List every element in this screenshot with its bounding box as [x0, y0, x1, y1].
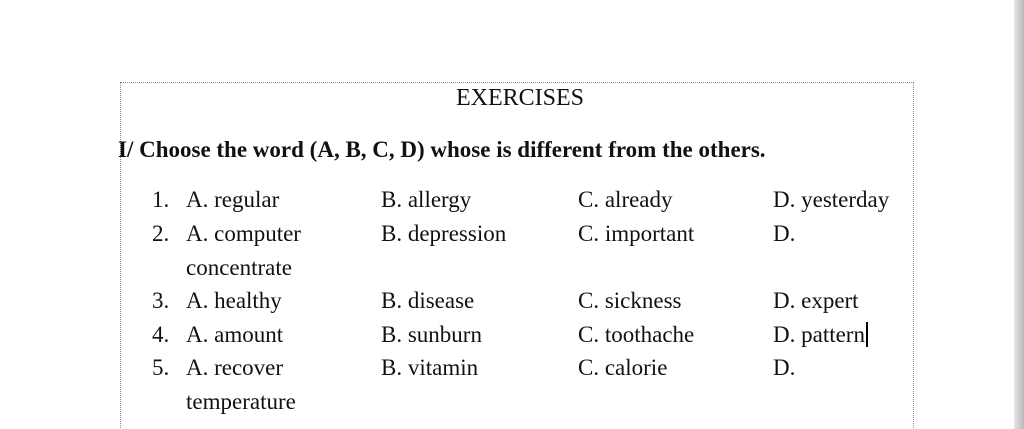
question-number: 2. [152, 221, 170, 246]
option-b: B. disease [381, 288, 475, 313]
option-d-with-caret[interactable] [773, 321, 868, 349]
option-a-continued: temperature [186, 389, 296, 414]
question-number: 1. [152, 187, 170, 212]
exercise-instruction: I/ Choose the word (A, B, C, D) whose is different from the others. [118, 137, 766, 162]
option-c: C. already [578, 187, 673, 212]
page-edge-shadow [1014, 0, 1024, 429]
option-a: A. healthy [186, 288, 282, 313]
option-d: D. [773, 221, 796, 246]
option-d: D. [773, 355, 796, 380]
option-b: B. vitamin [381, 355, 479, 380]
option-a: A. computer [186, 221, 301, 246]
text-cursor [866, 322, 868, 347]
option-a: A. regular [186, 187, 280, 212]
option-b: B. depression [381, 221, 507, 246]
option-c: C. sickness [578, 288, 682, 313]
option-b: B. sunburn [381, 322, 482, 347]
option-c: C. important [578, 221, 695, 246]
option-d: D. expert [773, 288, 859, 313]
question-number: 3. [152, 288, 170, 313]
question-number: 5. [152, 355, 170, 380]
option-b: B. allergy [381, 187, 472, 212]
option-d: D. pattern [773, 322, 865, 347]
option-a: A. recover [186, 355, 284, 380]
option-c: C. calorie [578, 355, 668, 380]
option-a-continued: concentrate [186, 255, 292, 280]
option-a: A. amount [186, 322, 284, 347]
question-number: 4. [152, 322, 170, 347]
document-title: EXERCISES [455, 85, 584, 111]
option-d: D. yesterday [773, 187, 890, 212]
option-c: C. toothache [578, 322, 695, 347]
